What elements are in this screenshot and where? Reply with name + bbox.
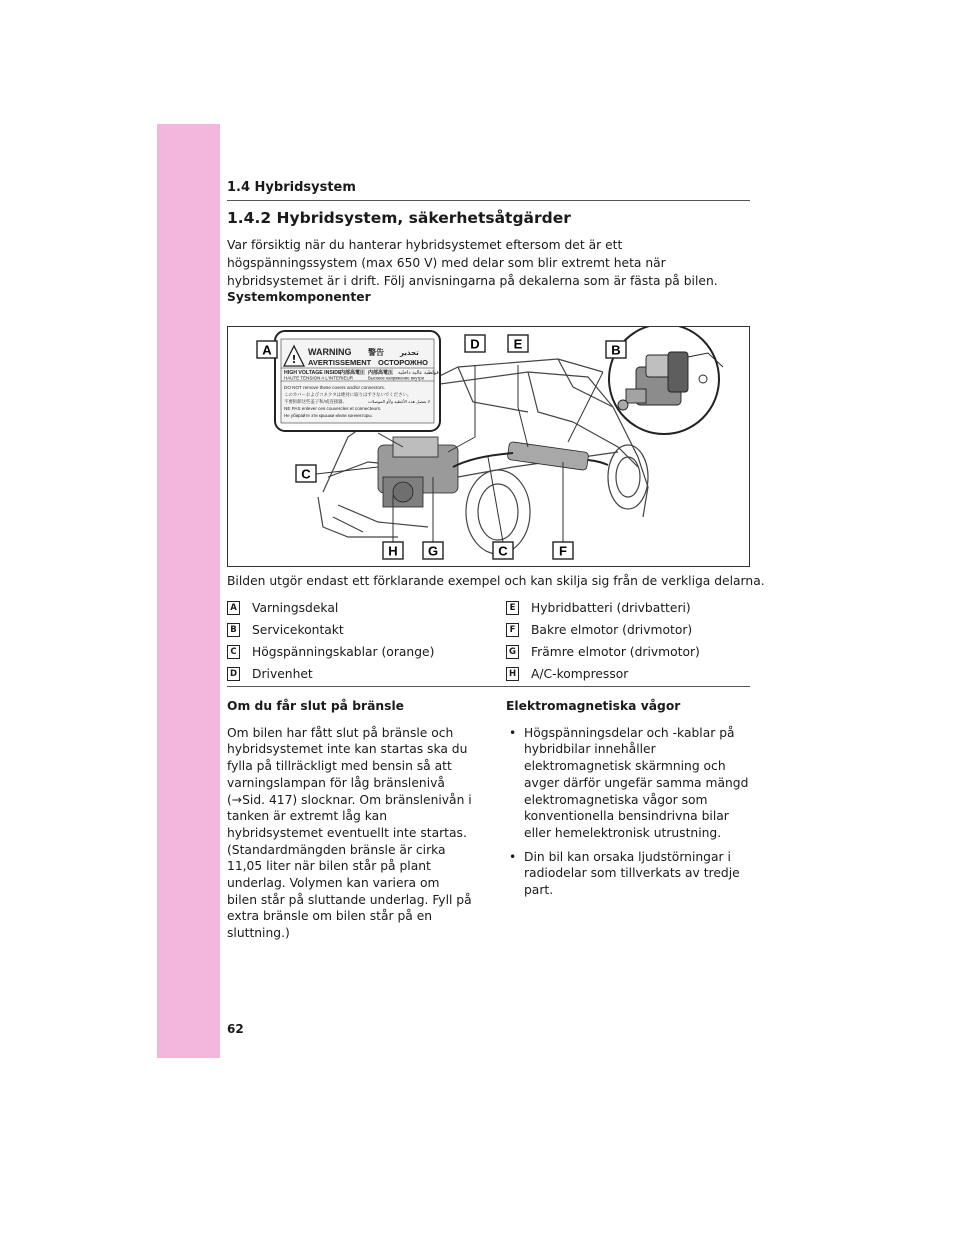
callout-H	[383, 542, 403, 559]
svg-text:C: C	[498, 543, 508, 559]
label-hv-jp: 内部高電圧	[340, 370, 366, 376]
fuel-body: Om bilen har fått slut på bränsle och hybridsystemet inte kan startas ska du fylla på tillräckligt med bensin så att varningslampan för låg bränslenivå (→Sid. 417) slocknar. Om bränslenivån i tanken är extremt låg kan hybridsystemet eventuellt inte startas. (Standardmängden bränsle är cirka 11,05 liter när bilen står på plant underlag. Volymen kan variera om bilen står på sluttande underlag. Fyll på extra bränsle om bilen står på en sluttning.)	[227, 725, 472, 941]
label-hv-inside: HIGH VOLTAGE INSIDE	[284, 370, 342, 376]
label-avertissement: AVERTISSEMENT	[308, 358, 372, 367]
label-line2: このカバーおよびコネクタは絶対に取りはずさないでください。	[284, 393, 412, 398]
figure-caption: Bilden utgör endast ett förklarande exempel och kan skilja sig från de verkliga delarna.	[227, 574, 765, 588]
legend-key: F	[506, 623, 519, 637]
svg-text:E: E	[513, 336, 523, 352]
legend-text: Bakre elmotor (drivmotor)	[531, 623, 693, 637]
em-bullet: • Högspänningsdelar och -kablar på hybridbilar innehåller elektromagnetisk skärmning och avger därför ungefär samma mängd elektromagnetiska vågor som konventionella bensindrivna bilar eller hemelektronisk utrustning.	[506, 725, 752, 842]
legend-text: Varningsdekal	[252, 601, 339, 615]
label-line3: 不要拆卸这些盖子和/或连接器。	[284, 400, 347, 405]
label-warning-ar: تحذير	[400, 349, 419, 357]
label-haute-tension: HAUTE TENSION A L'INTERIEUR	[284, 375, 354, 381]
legend-key: A	[227, 601, 240, 615]
callout-F	[553, 542, 573, 559]
legend-text: Servicekontakt	[252, 623, 344, 637]
svg-text:A: A	[262, 342, 272, 358]
legend-right	[506, 597, 700, 685]
label-hv-ar: فولطية عالية داخلية	[398, 370, 439, 376]
callout-C-bottom	[493, 542, 513, 559]
fuel-section	[227, 698, 472, 942]
legend-item	[506, 641, 700, 663]
page-number: 62	[227, 1022, 244, 1036]
label-warning-jp: 警告	[368, 348, 384, 357]
svg-text:D: D	[470, 336, 480, 352]
pink-sidebar	[157, 124, 220, 1058]
legend-item	[227, 619, 434, 641]
legend-text: Högspänningskablar (orange)	[252, 645, 435, 659]
label-line5: Не убирайте эти крышки и/или коннекторы.	[284, 413, 373, 418]
legend-key: B	[227, 623, 240, 637]
intro-paragraph: Var försiktig när du hanterar hybridsystemet eftersom det är ett högspänningssystem (max 650 V) med delar som blir extremt heta när hybridsystemet är i drift. Följ anvisningarna på dekalerna som är fästa på bilen.	[227, 238, 718, 288]
svg-text:B: B	[611, 342, 621, 358]
em-bullet-list	[506, 725, 752, 899]
legend-text: Drivenhet	[252, 667, 313, 681]
em-bullet: • Din bil kan orsaka ljudstörningar i radiodelar som tillverkats av tredje part.	[506, 849, 752, 899]
callout-C-left	[296, 465, 316, 482]
legend-item	[506, 663, 700, 685]
label-hv-cn: 内部高電压	[368, 370, 394, 376]
legend-key: C	[227, 645, 240, 659]
legend-item	[227, 663, 434, 685]
car-illustration	[228, 327, 749, 566]
legend-key: D	[227, 667, 240, 681]
legend-key: H	[506, 667, 519, 681]
legend-key: G	[506, 645, 519, 659]
system-components-figure	[227, 326, 750, 567]
svg-text:!: !	[291, 353, 297, 366]
legend-item	[506, 597, 700, 619]
legend-key: E	[506, 601, 519, 615]
label-vysokoe: Высокое напряжение внутри	[368, 375, 424, 381]
section-header: 1.4 Hybridsystem	[227, 180, 356, 195]
legend-left	[227, 597, 434, 685]
header-rule	[227, 200, 750, 201]
fuel-heading: Om du får slut på bränsle	[227, 699, 405, 713]
legend-item	[227, 597, 434, 619]
legend-item	[506, 619, 700, 641]
section-rule	[227, 686, 750, 687]
em-heading: Elektromagnetiska vågor	[506, 699, 681, 713]
callout-D	[465, 335, 485, 352]
svg-text:G: G	[427, 543, 439, 559]
label-line1: DO NOT remove these covers and/or connectors.	[284, 385, 386, 390]
legend-text: A/C-kompressor	[531, 667, 629, 681]
label-warning: WARNING	[308, 347, 352, 357]
subheading: Systemkomponenter	[227, 290, 371, 304]
label-line3-ar: لا تفصل هذه الأغطية و/أو الموصلات	[368, 399, 431, 404]
svg-text:F: F	[559, 543, 567, 559]
svg-text:C: C	[301, 466, 311, 482]
legend-text: Hybridbatteri (drivbatteri)	[531, 601, 691, 615]
callout-B	[606, 341, 626, 358]
em-waves-section	[506, 698, 752, 906]
page-title: 1.4.2 Hybridsystem, säkerhetsåtgärder	[227, 209, 571, 227]
callout-E	[508, 335, 528, 352]
warning-label	[281, 339, 439, 423]
label-ostorozhno: ОСТОРОЖНО	[378, 358, 428, 367]
callout-G	[423, 542, 443, 559]
legend-item	[227, 641, 434, 663]
legend-text: Främre elmotor (drivmotor)	[531, 645, 700, 659]
svg-text:H: H	[388, 543, 398, 559]
label-line4: NE PAS enlever ces couvercles et connecteurs.	[284, 406, 382, 411]
callout-A	[257, 341, 277, 358]
